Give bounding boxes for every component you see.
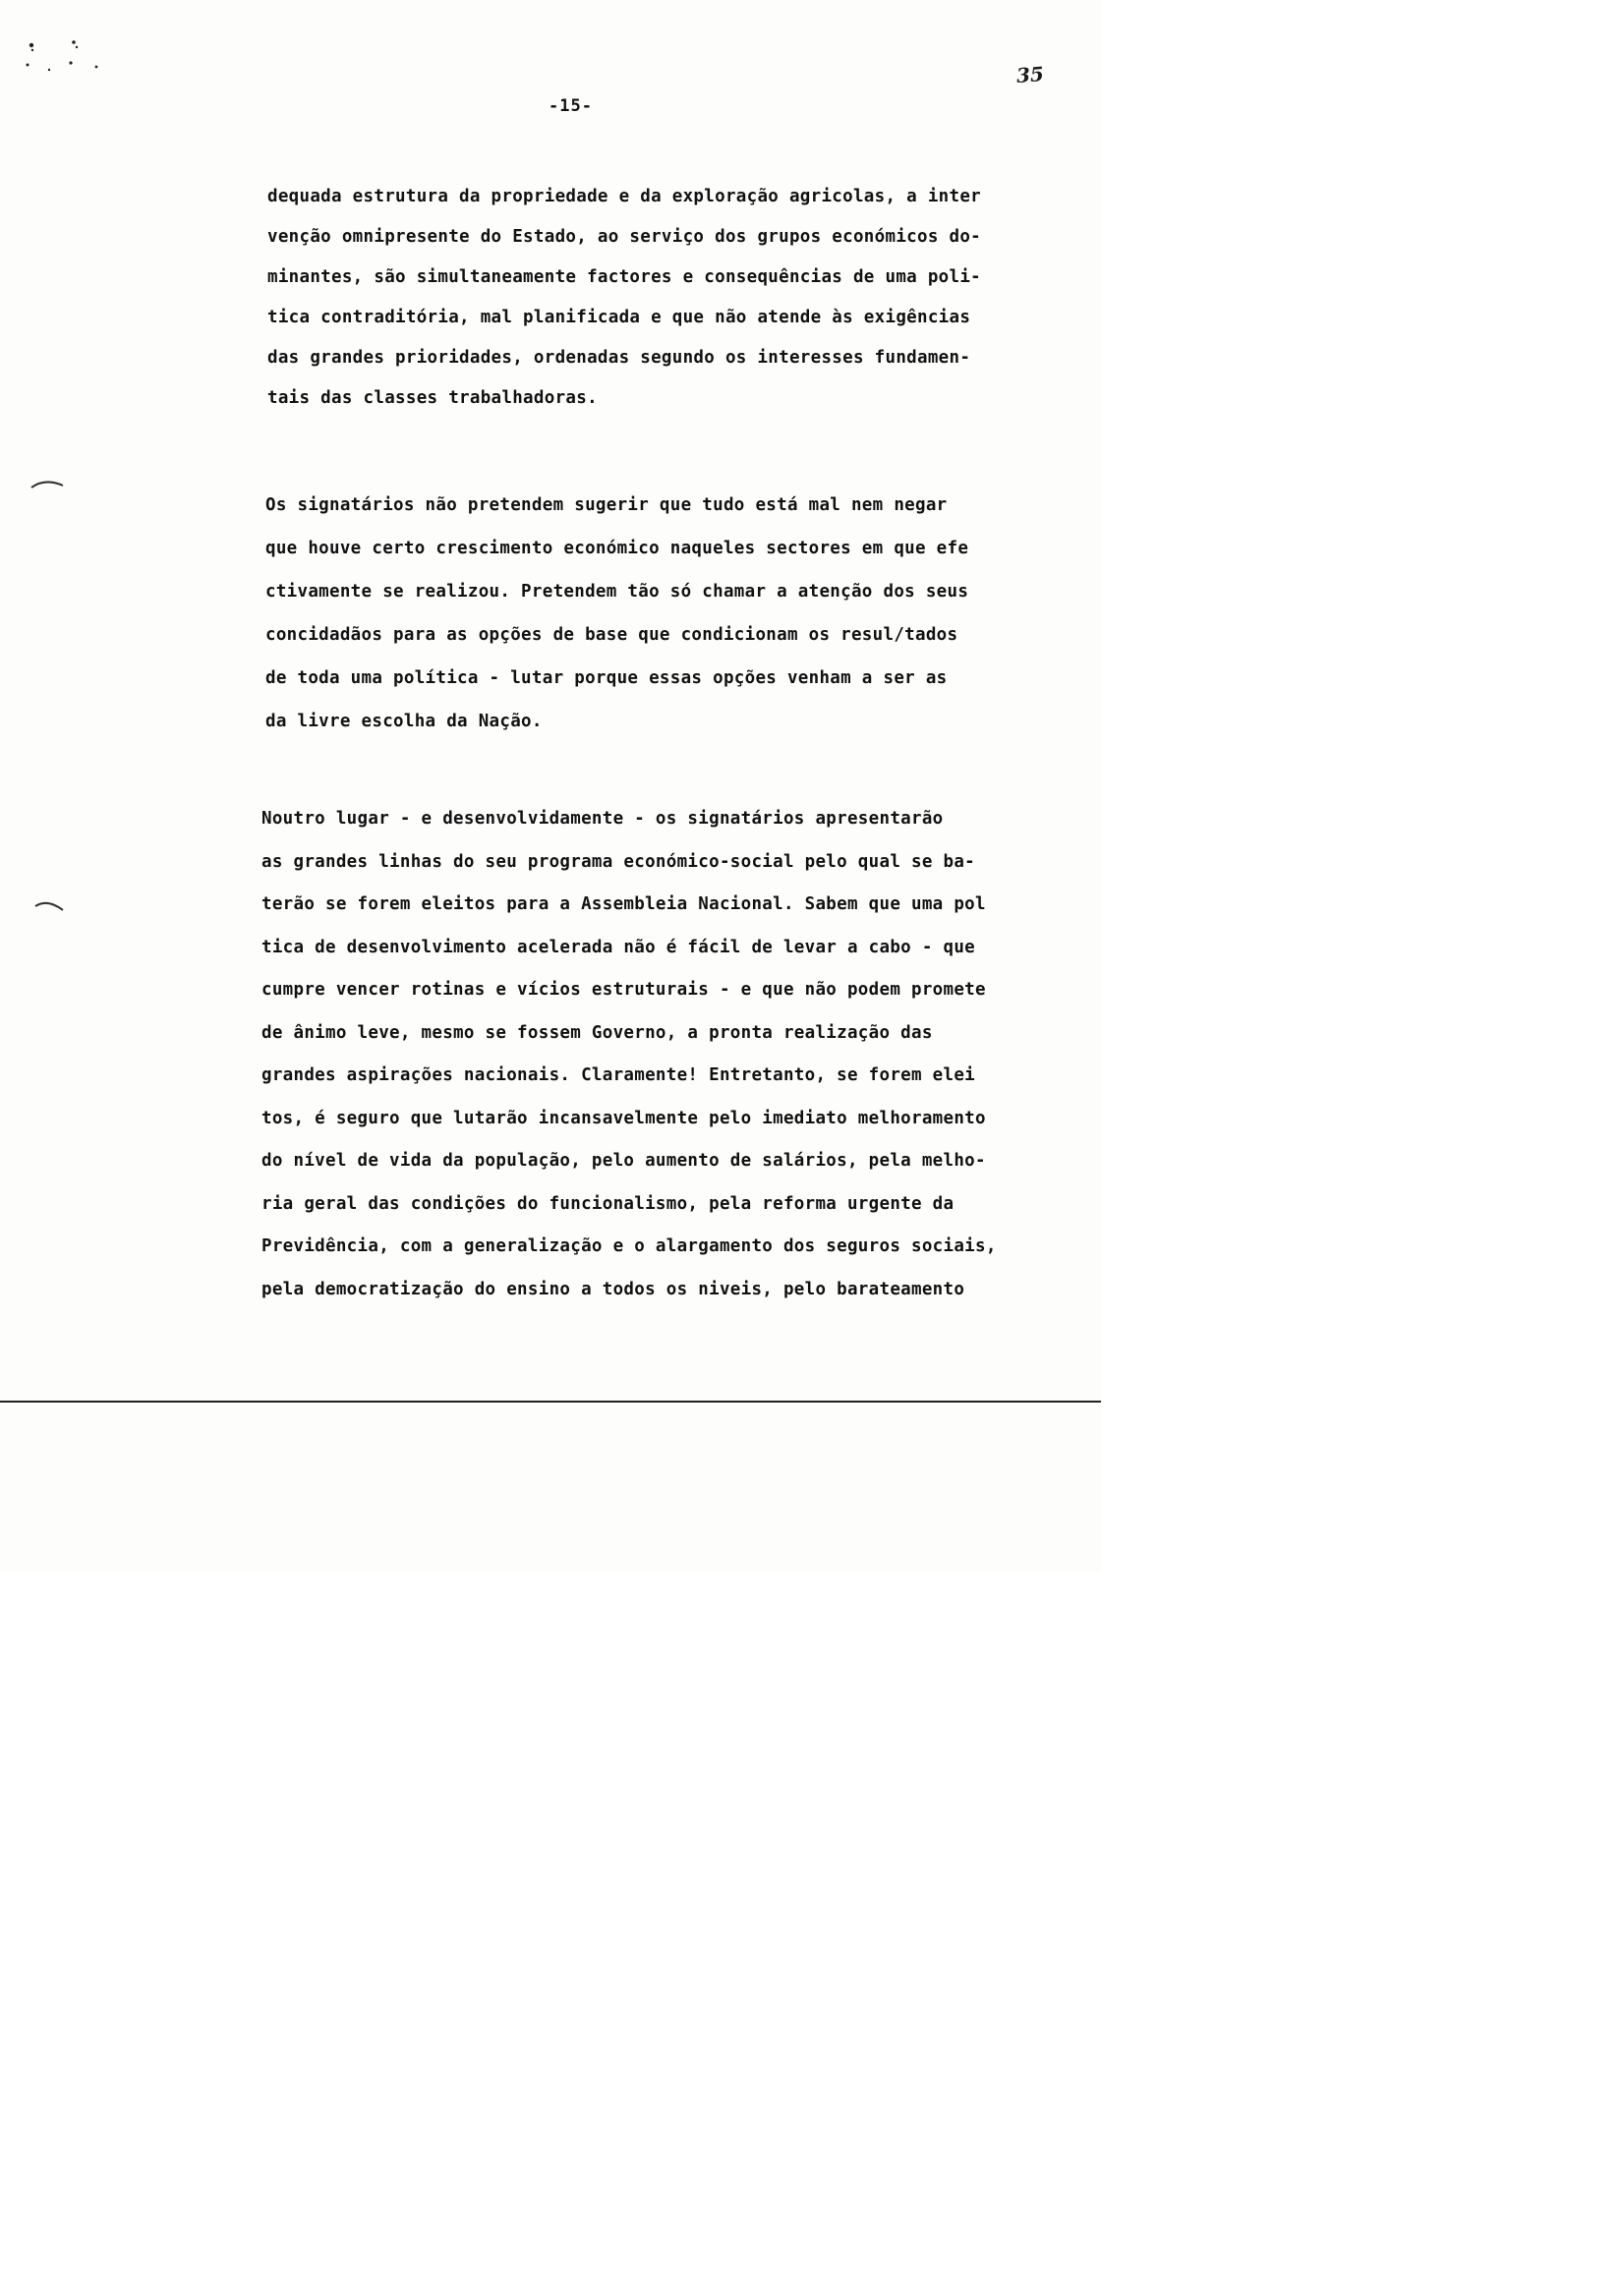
document-page: [0, 0, 1101, 1573]
text-line: Noutro lugar - e desenvolvidamente - os signatários apresentarão: [261, 809, 944, 829]
handwritten-folio-number: 35: [1015, 62, 1045, 87]
text-line: tos, é seguro que lutarão incansavelmente pelo imediato melhoramento: [261, 1108, 986, 1128]
text-line: tais das classes trabalhadoras.: [267, 388, 598, 408]
text-line: grandes aspirações nacionais. Claramente! Entretanto, se forem elei: [261, 1065, 976, 1085]
page-edge-rule: [0, 1401, 1101, 1403]
text-line: Previdência, com a generalização e o alargamento dos seguros sociais,: [261, 1236, 997, 1256]
page-number: -15-: [549, 96, 593, 116]
text-line: cumpre vencer rotinas e vícios estruturais - e que não podem promete: [261, 980, 986, 1000]
text-line: ria geral das condições do funcionalismo, pela reforma urgente da: [261, 1193, 955, 1214]
paragraph-1: [267, 177, 981, 419]
text-line: Os signatários não pretendem sugerir que tudo está mal nem negar: [265, 495, 948, 515]
text-line: ctivamente se realizou. Pretendem tão só chamar a atenção dos seus: [265, 582, 969, 602]
text-line: venção omnipresente do Estado, ao serviço dos grupos económicos do-: [267, 227, 982, 247]
text-line: tica de desenvolvimento acelerada não é fácil de levar a cabo - que: [261, 937, 976, 957]
text-line: que houve certo crescimento económico naqueles sectores em que efe: [265, 539, 969, 558]
text-line: dequada estrutura da propriedade e da exploração agricolas, a inter: [267, 187, 982, 206]
text-line: as grandes linhas do seu programa económico-social pelo qual se ba-: [261, 851, 976, 872]
text-line: tica contraditória, mal planificada e que não atende às exigências: [267, 308, 971, 327]
text-line: do nível de vida da população, pelo aumento de salários, pela melho-: [261, 1151, 986, 1171]
text-line: das grandes prioridades, ordenadas segundo os interesses fundamen-: [267, 348, 971, 368]
ink-specks: [20, 37, 108, 77]
text-line: pela democratização do ensino a todos os niveis, pelo barateamento: [261, 1279, 965, 1299]
text-line: de ânimo leve, mesmo se fossem Governo, a pronta realização das: [261, 1022, 933, 1043]
text-line: da livre escolha da Nação.: [265, 712, 543, 731]
paragraph-3: [261, 798, 997, 1311]
paragraph-2: [265, 484, 968, 743]
margin-mark: [33, 898, 69, 912]
text-line: concidadãos para as opções de base que condicionam os resul/tados: [265, 625, 958, 645]
text-line: de toda uma política - lutar porque essas opções venham a ser as: [265, 668, 948, 688]
margin-mark: [29, 478, 65, 491]
text-line: terão se forem eleitos para a Assembleia Nacional. Sabem que uma pol: [261, 894, 986, 914]
text-line: minantes, são simultaneamente factores e consequências de uma poli-: [267, 267, 982, 287]
